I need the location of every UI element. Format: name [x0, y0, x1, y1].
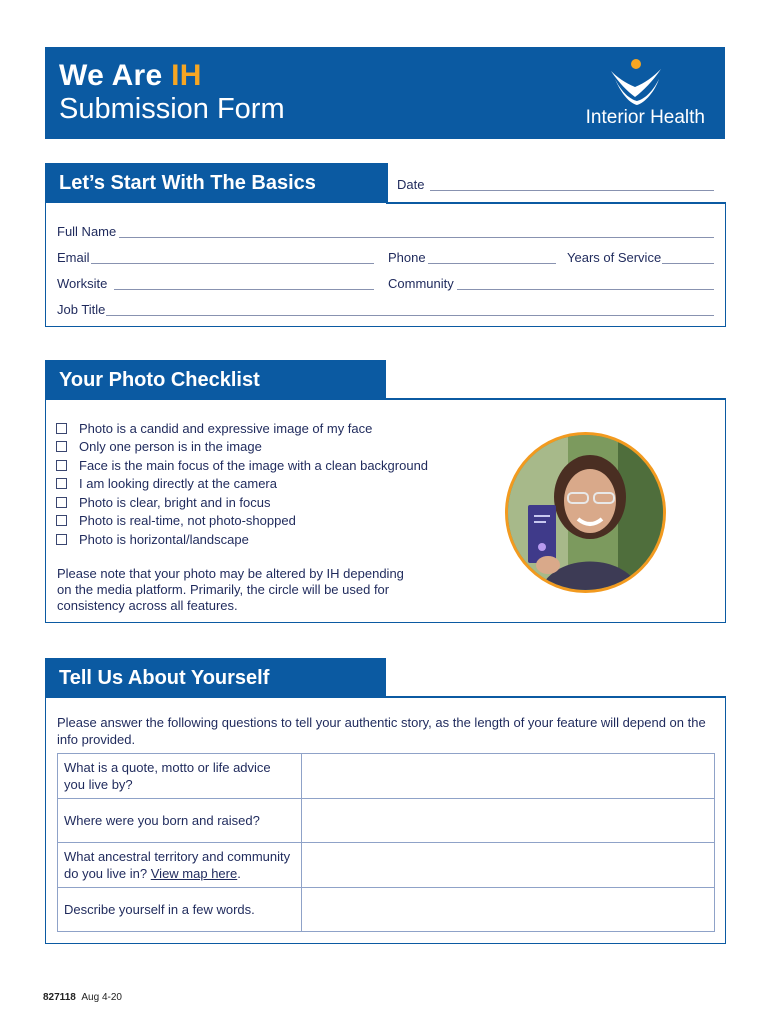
worksite-field[interactable]: [114, 288, 374, 290]
full-name-field[interactable]: [119, 236, 714, 238]
checkbox[interactable]: [56, 441, 67, 452]
checklist-item[interactable]: Photo is horizontal/landscape: [56, 532, 249, 547]
checkbox[interactable]: [56, 478, 67, 489]
community-field[interactable]: [457, 288, 714, 290]
answer-field[interactable]: [302, 888, 715, 932]
checkbox[interactable]: [56, 460, 67, 471]
question-text: Describe yourself in a few words.: [58, 888, 302, 932]
form-date: Aug 4-20: [81, 992, 122, 1003]
question-row: [58, 799, 715, 843]
form-title: We Are IH: [59, 59, 202, 92]
about-top-border: [386, 696, 726, 698]
basics-top-border: [386, 202, 726, 204]
job-title-label: Job Title: [57, 302, 106, 317]
question-row: [58, 843, 715, 888]
phone-field[interactable]: [428, 262, 556, 264]
checklist-item[interactable]: Only one person is in the image: [56, 439, 262, 454]
form-header: [45, 47, 725, 139]
checkbox[interactable]: [56, 534, 67, 545]
checkbox[interactable]: [56, 515, 67, 526]
interior-health-logo: [575, 57, 705, 133]
community-label: Community: [388, 276, 454, 291]
phone-label: Phone: [388, 250, 426, 265]
form-footer: [43, 992, 122, 1003]
job-title-field[interactable]: [106, 314, 714, 316]
about-section-tab: [45, 658, 386, 698]
date-field[interactable]: [430, 189, 714, 191]
form-code: 827118: [43, 992, 76, 1003]
example-portrait-image: [508, 435, 666, 593]
date-label: Date: [397, 177, 425, 192]
checklist-heading: Your Photo Checklist: [59, 369, 260, 391]
example-photo: [505, 432, 666, 593]
question-text-with-link: What ancestral territory and community do you live in? View map here.: [58, 843, 302, 888]
basics-heading: Let’s Start With The Basics: [59, 172, 316, 194]
photo-note: Please note that your photo may be altered by IH depending on the media platform. Primarily, the circle will be used for consistency across all features.: [57, 566, 404, 613]
questions-table: [57, 753, 715, 932]
basics-panel: [45, 203, 726, 327]
checkbox[interactable]: [56, 423, 67, 434]
answer-field[interactable]: [302, 843, 715, 888]
full-name-label: Full Name: [57, 224, 117, 239]
checkbox[interactable]: [56, 497, 67, 508]
years-of-service-field[interactable]: [662, 262, 714, 264]
question-row: [58, 754, 715, 799]
view-map-link[interactable]: View map here: [150, 866, 238, 881]
worksite-label: Worksite: [57, 276, 108, 291]
answer-field[interactable]: [302, 799, 715, 843]
question-text: Where were you born and raised?: [58, 799, 302, 843]
checklist-item[interactable]: I am looking directly at the camera: [56, 476, 277, 491]
years-of-service-label: Years of Service: [567, 250, 662, 265]
question-row: [58, 888, 715, 932]
form-subtitle: Submission Form: [59, 93, 285, 125]
title-ih-highlight: IH: [171, 59, 202, 92]
basics-divider: [386, 163, 388, 203]
question-text: What is a quote, motto or life advice you live by?: [58, 754, 302, 799]
checklist-section-tab: [45, 360, 386, 400]
answer-field[interactable]: [302, 754, 715, 799]
email-label: Email: [57, 250, 90, 265]
checklist-item[interactable]: Photo is real-time, not photo-shopped: [56, 513, 296, 528]
checklist-item[interactable]: Photo is clear, bright and in focus: [56, 495, 271, 510]
basics-section-tab: [45, 163, 386, 203]
checklist-top-border: [386, 398, 726, 400]
about-heading: Tell Us About Yourself: [59, 667, 270, 689]
email-field[interactable]: [91, 262, 374, 264]
about-intro: Please answer the following questions to tell your authentic story, as the length of your feature will depend on the info provided.: [57, 715, 706, 747]
logo-text: Interior Health: [585, 107, 705, 128]
checklist-item[interactable]: Face is the main focus of the image with a clean background: [56, 458, 428, 473]
checklist-item[interactable]: Photo is a candid and expressive image of my face: [56, 421, 372, 436]
ih-figure-icon: [605, 57, 665, 107]
